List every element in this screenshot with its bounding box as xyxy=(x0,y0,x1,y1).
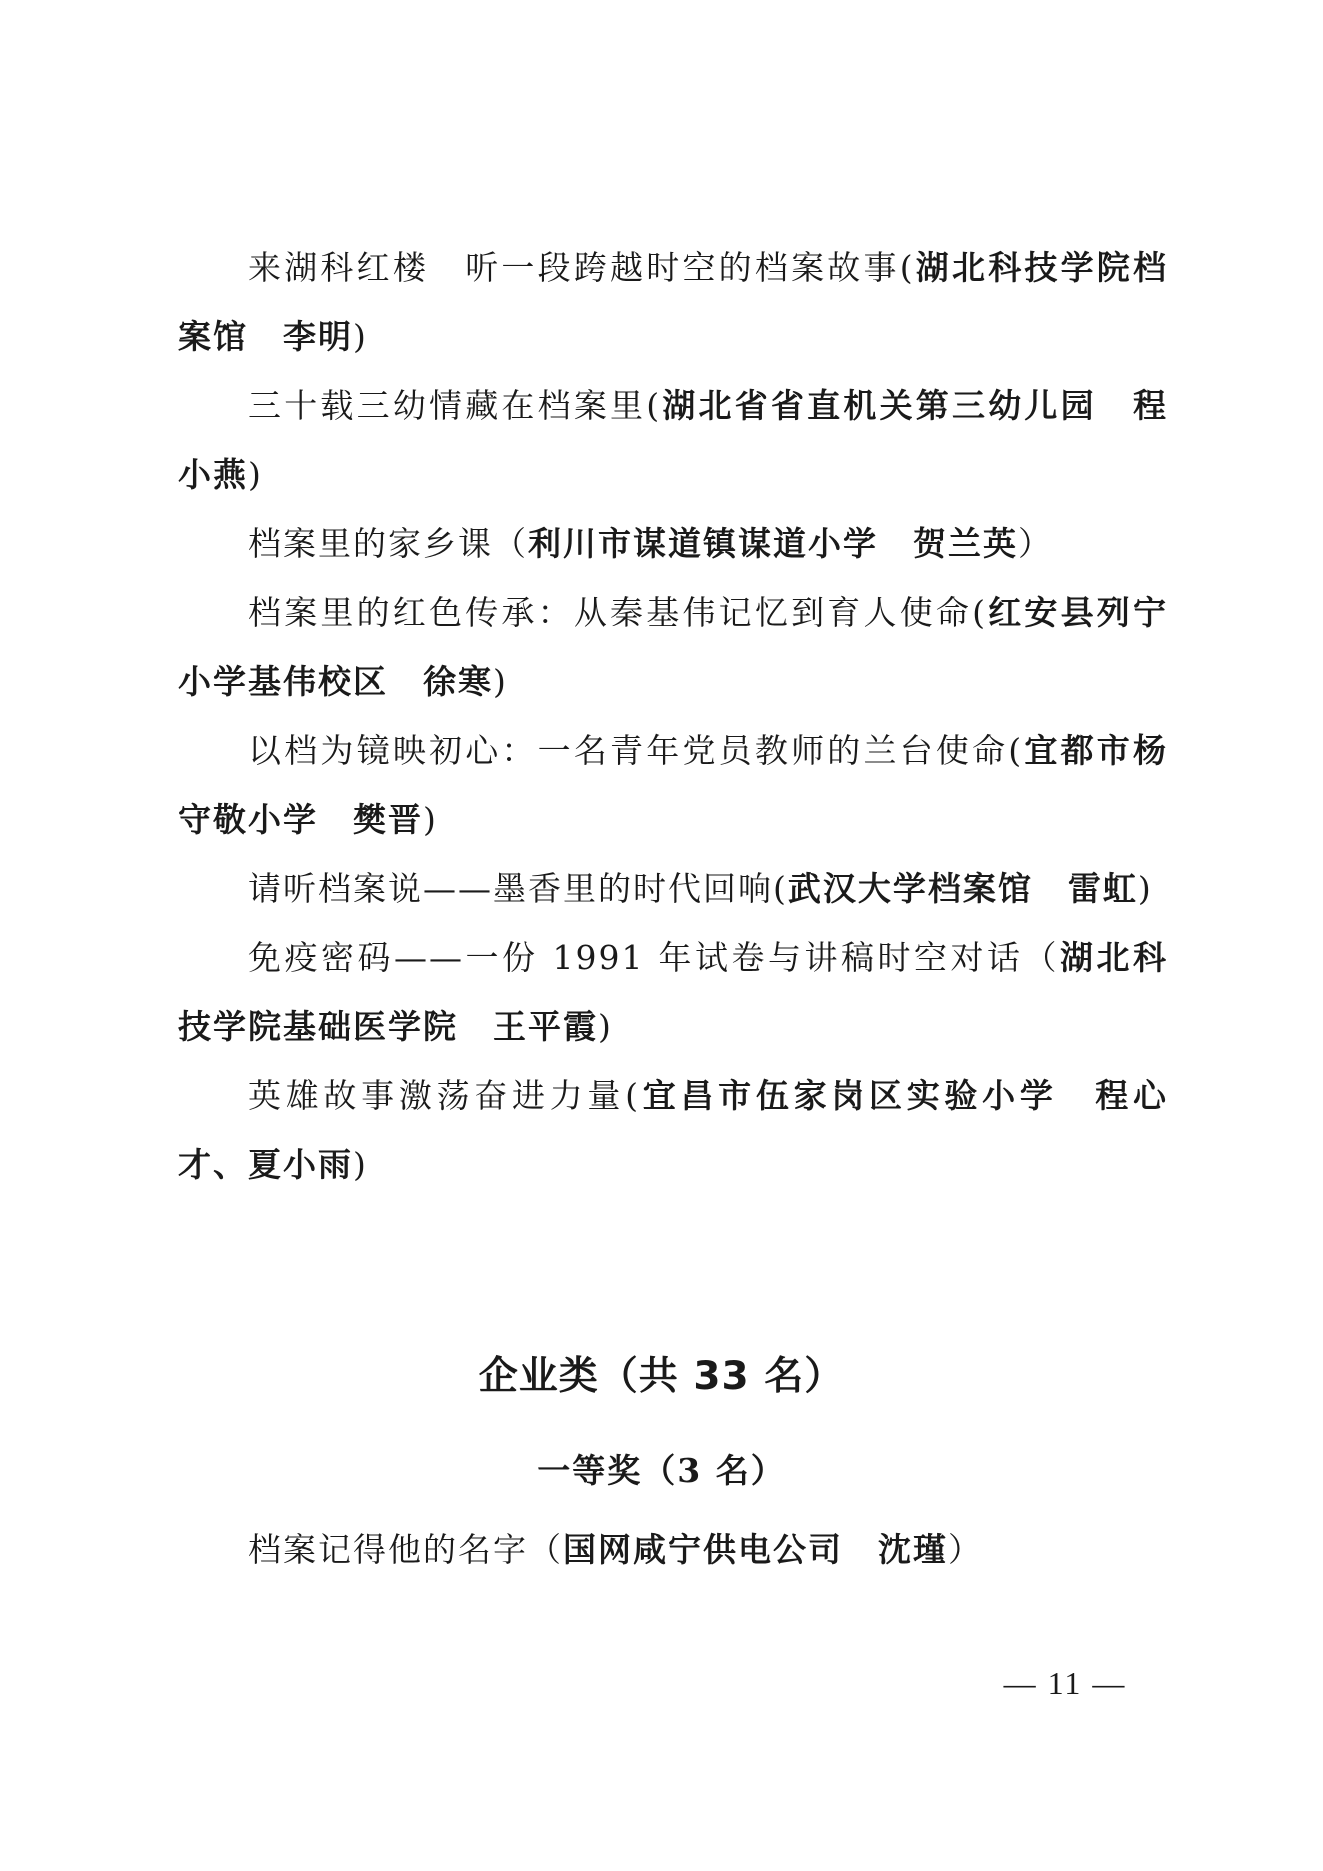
entry-close: ) xyxy=(1137,869,1153,908)
award-entry xyxy=(178,509,1168,578)
entry-title: 英雄故事激荡奋进力量( xyxy=(248,1076,641,1115)
award-entry-list xyxy=(178,233,1168,1199)
award-entry xyxy=(178,578,1168,716)
entry-title: 档案里的红色传承：从秦基伟记忆到育人使命( xyxy=(248,593,987,632)
award-entry xyxy=(178,1515,1168,1584)
entry-title: 以档为镜映初心：一名青年党员教师的兰台使命( xyxy=(248,731,1024,770)
award-entry xyxy=(178,1061,1168,1199)
award-entry xyxy=(178,233,1168,371)
award-entry xyxy=(178,716,1168,854)
entry-author: 宜昌市伍家岗区实验小学 程心才、夏小雨 xyxy=(178,1076,1169,1184)
section-heading: 企业类（共 33 名） xyxy=(478,1354,845,1399)
entry-close: ） xyxy=(1018,524,1053,563)
entry-close: ) xyxy=(353,1145,368,1184)
award-entry xyxy=(178,371,1168,509)
entry-close: ） xyxy=(948,1530,983,1569)
entry-author: 湖北科技学院基础医学院 王平霞 xyxy=(178,938,1169,1046)
entry-title: 三十载三幼情藏在档案里( xyxy=(248,386,662,425)
page-number: — 11 — xyxy=(1003,1665,1127,1701)
award-entry xyxy=(178,923,1168,1061)
entry-author: 湖北省省直机关第三幼儿园 程小燕 xyxy=(178,386,1169,494)
entry-title: 档案里的家乡课（ xyxy=(248,524,528,563)
entry-author: 利川市谋道镇谋道小学 贺兰英 xyxy=(528,524,1018,563)
entry-close: ) xyxy=(248,455,263,494)
award-level-heading: 一等奖（3 名） xyxy=(537,1451,786,1490)
entry-close: ) xyxy=(493,662,508,701)
award-entry xyxy=(178,854,1168,923)
entry-author: 红安县列宁小学基伟校区 徐寒 xyxy=(178,593,1169,701)
entry-author: 武汉大学档案馆 雷虹 xyxy=(787,869,1138,908)
entry-close: ) xyxy=(353,317,368,356)
entry-author: 湖北科技学院档案馆 李明 xyxy=(178,248,1169,356)
entry-close: ) xyxy=(423,800,438,839)
entry-title: 免疫密码——一份 1991 年试卷与讲稿时空对话（ xyxy=(248,938,1060,977)
entry-title: 来湖科红楼 听一段跨越时空的档案故事( xyxy=(248,248,915,287)
entry-title: 档案记得他的名字（ xyxy=(248,1530,563,1569)
entry-author: 国网咸宁供电公司 沈瑾 xyxy=(563,1530,948,1569)
entry-close: ) xyxy=(598,1007,613,1046)
entry-title: 请听档案说——墨香里的时代回响( xyxy=(248,869,788,908)
entry-author: 宜都市杨守敬小学 樊晋 xyxy=(178,731,1169,839)
